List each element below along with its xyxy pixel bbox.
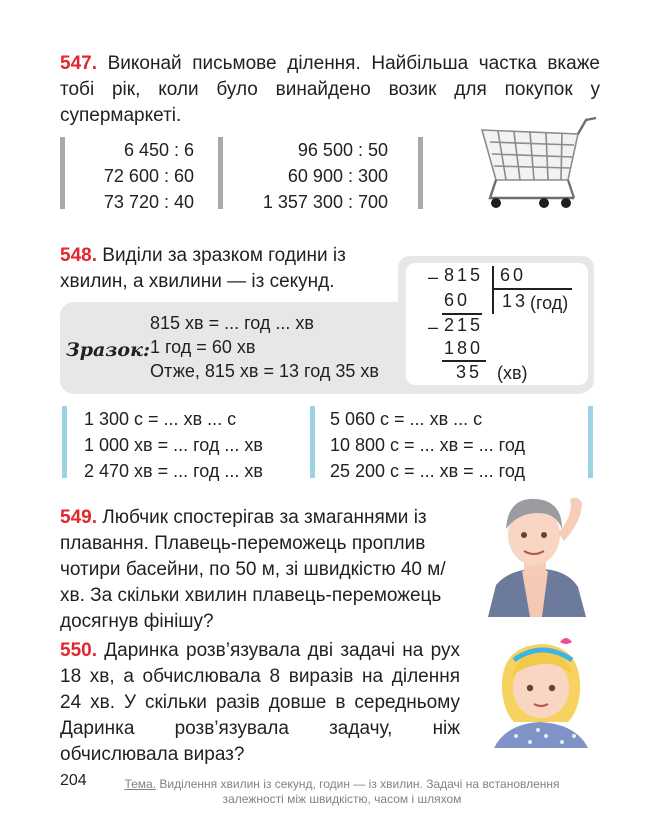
partial-product: 180 — [444, 338, 484, 358]
exercise: 5 060 с = ... хв ... с — [330, 409, 483, 429]
girl-illustration — [486, 630, 596, 748]
task-number: 549. — [60, 507, 97, 528]
task-text: Виконай письмове ділення. Найбільша частка вкаже тобі рік, коли було винайдено возик для покупок у супермаркеті. — [60, 53, 600, 126]
exercise: 1 000 хв = ... год ... хв — [84, 435, 263, 455]
task-number: 547. — [60, 53, 97, 74]
divider-bar — [60, 137, 65, 209]
expression: 73 720 : 40 — [103, 192, 194, 212]
minus-sign: – — [428, 317, 442, 337]
task-548 — [60, 243, 390, 295]
task-text: Даринка розв’язувала дві задачі на рух 18 хв, а обчислювала 8 виразів на ділення 24 хв. У скільки разів довше в середньому Даринка розв’язувала задачу, ніж обчислювала вираз? — [60, 640, 460, 765]
task-550 — [60, 638, 460, 768]
expression: 1 357 300 : 700 — [262, 192, 388, 212]
task-text: Любчик спостерігав за змаганнями із плавання. Плавець-переможець проплив чотири басейни, по 50 м, зі швидкістю 40 м/хв. За скільки хвилин плавець-переможець досягнув фінішу? — [60, 507, 446, 632]
sample-line: Отже, 815 хв = 13 год 35 хв — [150, 361, 379, 381]
partial-product: 60 — [444, 290, 471, 310]
sample-label: Зразок: — [66, 339, 150, 361]
expression: 72 600 : 60 — [103, 166, 194, 186]
exercise: 10 800 с = ... хв = ... год — [330, 435, 525, 455]
sample-line: 815 хв = ... год ... хв — [150, 313, 314, 333]
shopping-cart-icon — [470, 112, 600, 212]
partial-dividend: 215 — [444, 315, 484, 335]
divider-bar — [310, 406, 315, 478]
exercise-column-2 — [330, 406, 525, 484]
quotient-unit: (год) — [530, 293, 569, 313]
sample-line: 1 год = 60 хв — [150, 337, 256, 357]
remainder: 35 — [456, 362, 483, 382]
footer-topic — [112, 777, 572, 807]
expression: 96 500 : 50 — [297, 140, 388, 160]
remainder-unit: (хв) — [497, 363, 528, 383]
exercise: 2 470 хв = ... год ... хв — [84, 461, 263, 481]
divisor: 60 — [500, 265, 527, 285]
quotient: 13 — [502, 291, 529, 311]
division-column-1 — [82, 137, 194, 215]
divider-bar — [588, 406, 593, 478]
minus-sign: – — [428, 267, 442, 287]
divider-bar — [418, 137, 423, 209]
division-bar — [492, 266, 494, 314]
division-column-2 — [240, 137, 388, 215]
sample-lines — [150, 311, 379, 383]
divider-bar — [62, 406, 67, 478]
page-number: 204 — [60, 772, 87, 789]
topic-text: Виділення хвилин із секунд, годин — із хвилин. Задачі на встановлення залежності між швидкістю, часом і шляхом — [159, 777, 560, 806]
expression: 60 900 : 300 — [287, 166, 388, 186]
task-number: 548. — [60, 245, 97, 266]
expression: 6 450 : 6 — [123, 140, 194, 160]
dividend: 815 — [444, 265, 484, 285]
divider-bar — [218, 137, 223, 209]
task-text: Виділи за зразком години із хвилин, а хвилини — із секунд. — [60, 245, 346, 292]
exercise-column-1 — [84, 406, 263, 484]
task-549 — [60, 505, 460, 635]
divisor-underline — [492, 288, 572, 290]
task-number: 550. — [60, 640, 97, 661]
topic-label: Тема. — [124, 777, 157, 791]
exercise: 1 300 с = ... хв ... с — [84, 409, 237, 429]
boy-illustration — [478, 485, 598, 617]
exercise: 25 200 с = ... хв = ... год — [330, 461, 525, 481]
